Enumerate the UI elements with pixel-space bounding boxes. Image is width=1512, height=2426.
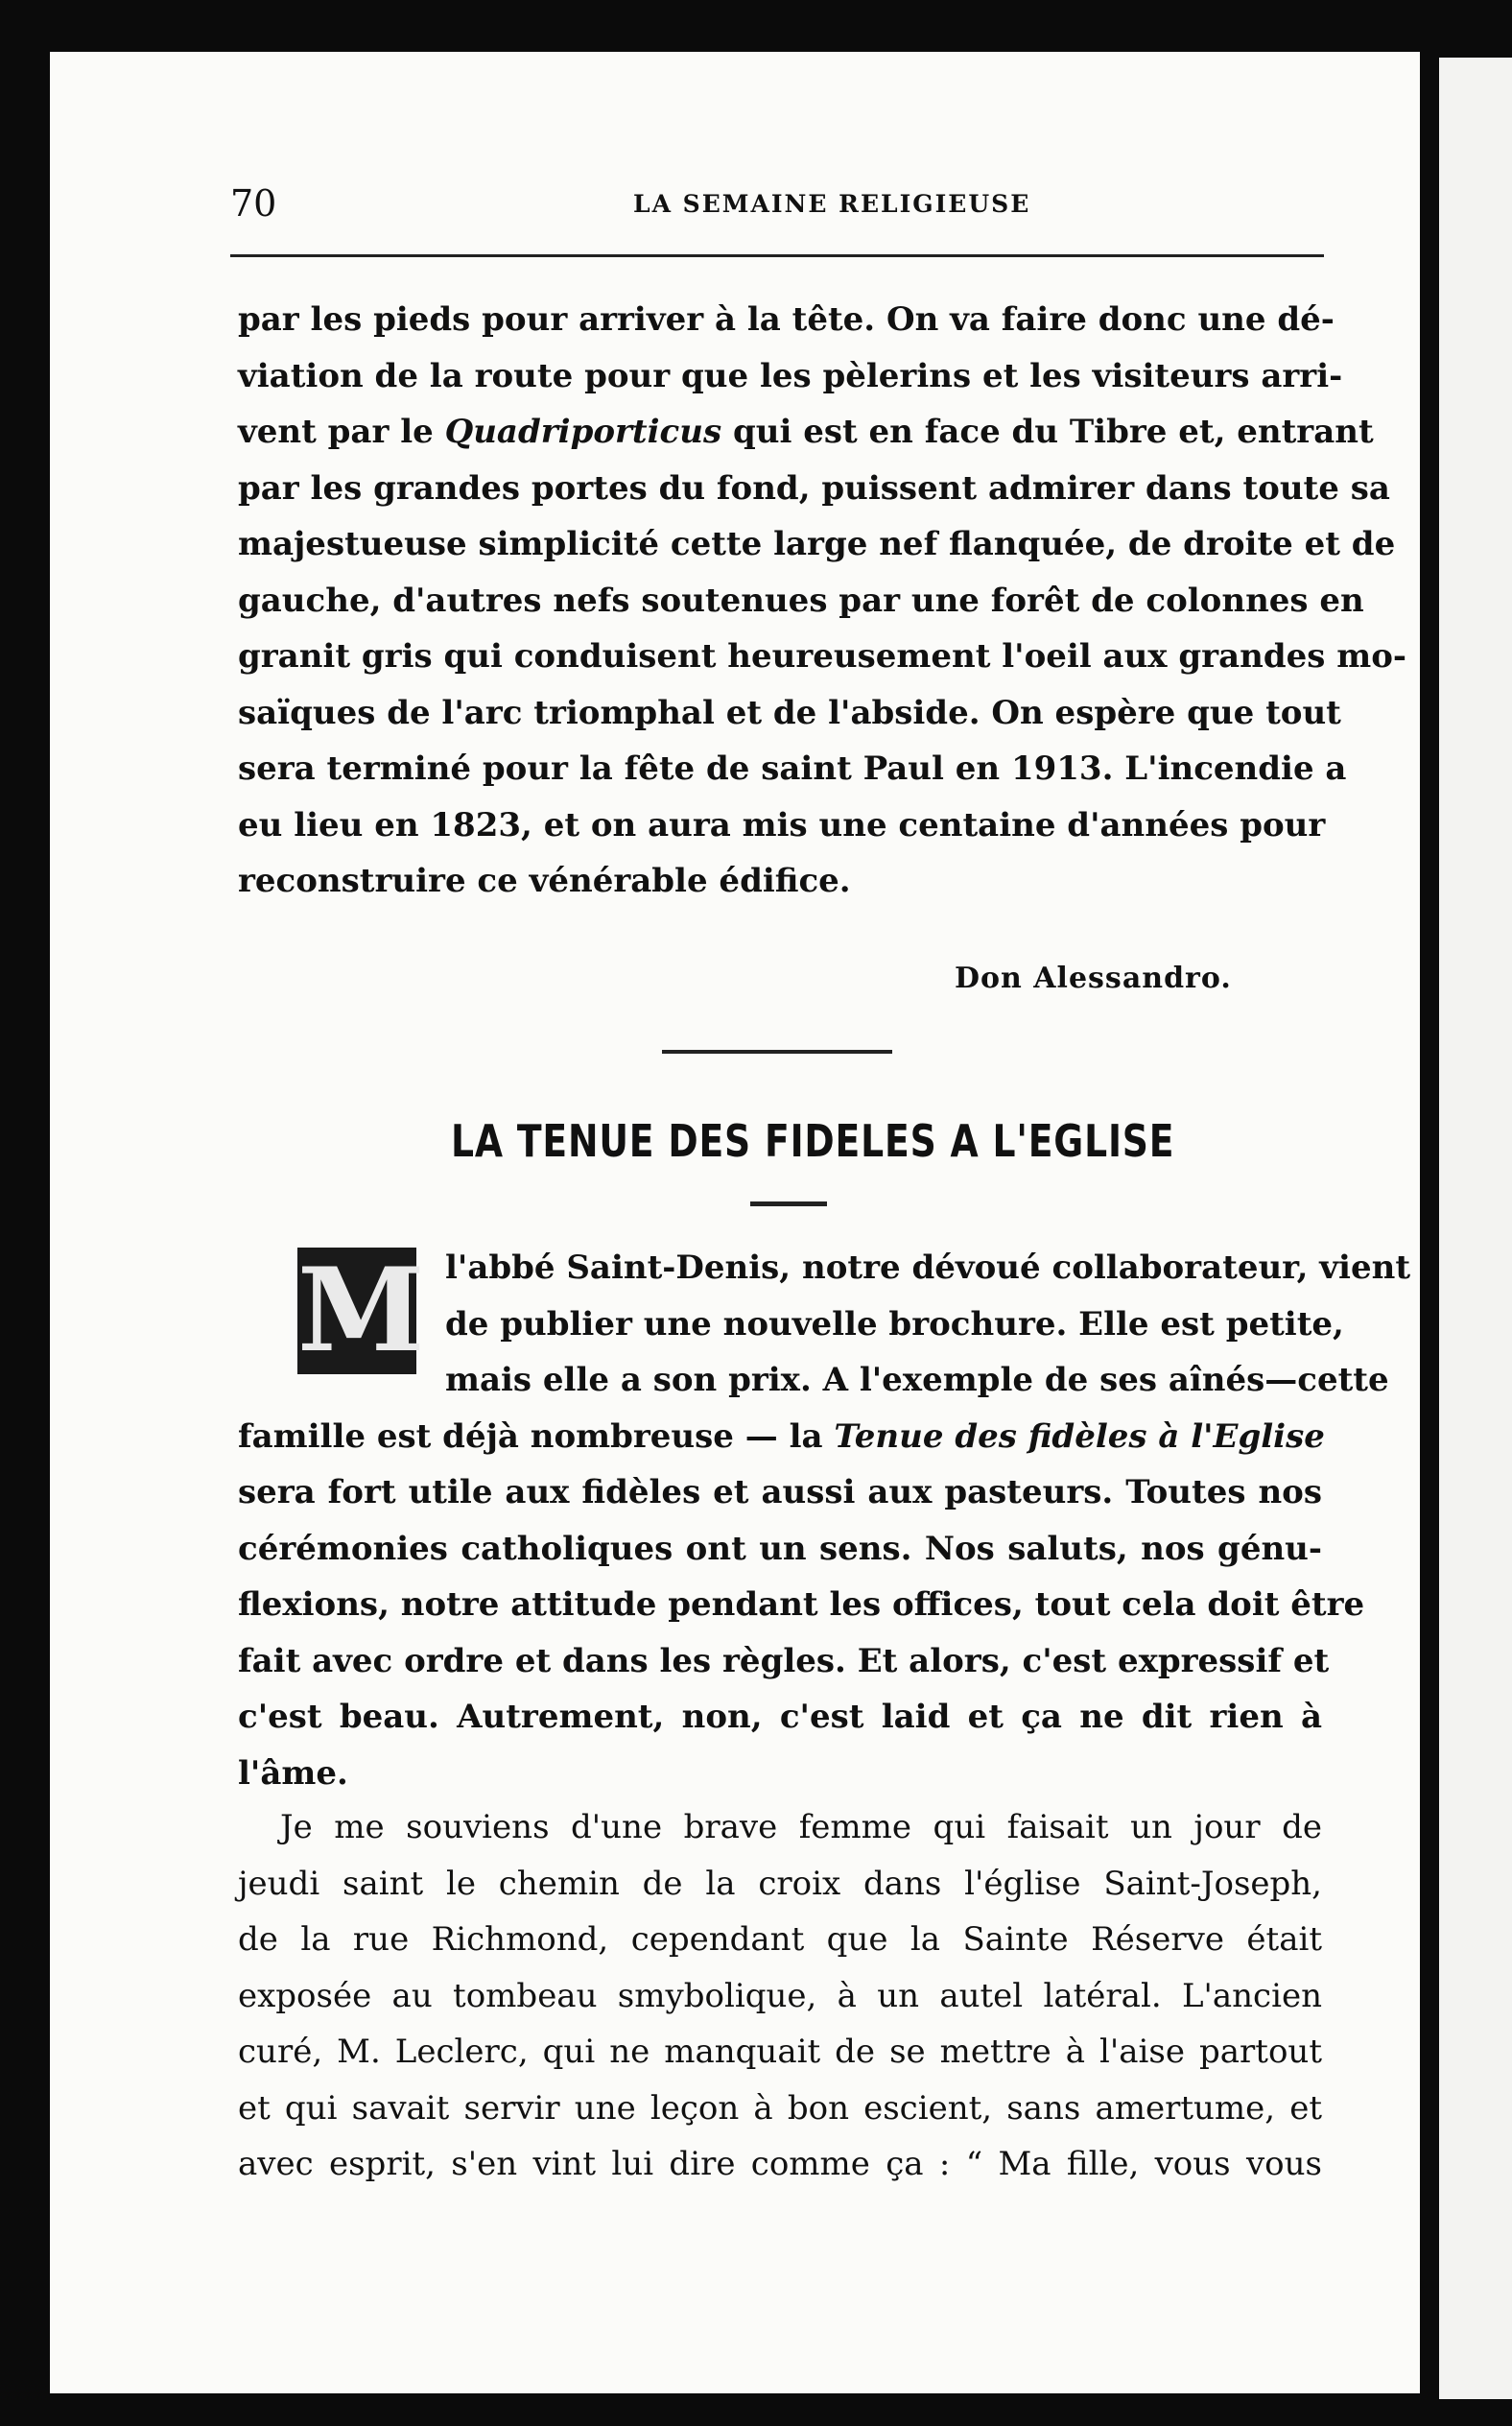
text-line: mais elle a son prix. A l'exemple de ses aînés—cette bbox=[445, 1361, 1389, 1399]
text-line: cérémonies catholiques ont un sens. Nos saluts, nos génu- bbox=[238, 1529, 1322, 1568]
text-line: Je me souviens d'une brave femme qui faisait un jour de bbox=[280, 1808, 1322, 1846]
title-rule bbox=[750, 1201, 827, 1206]
italic-term: Tenue des fidèles à l'Eglise bbox=[834, 1416, 1325, 1456]
article-title: LA TENUE DES FIDELES A L'EGLISE bbox=[451, 1115, 1175, 1167]
text-line: par les grandes portes du fond, puissent admirer dans toute sa bbox=[238, 468, 1390, 508]
text-line: saïques de l'arc triomphal et de l'abside. On espère que tout bbox=[238, 693, 1341, 732]
text-line: granit gris qui conduisent heureusement l'oeil aux grandes mo- bbox=[238, 637, 1406, 676]
italic-term: Quadriporticus bbox=[444, 413, 722, 451]
text-line: sera terminé pour la fête de saint Paul en 1913. L'incendie a bbox=[238, 749, 1347, 788]
text-line: reconstruire ce vénérable édifice. bbox=[238, 862, 851, 900]
text-line: flexions, notre attitude pendant les offices, tout cela doit être bbox=[238, 1585, 1365, 1624]
text-line: viation de la route pour que les pèlerins et les visiteurs arri- bbox=[238, 356, 1343, 395]
article-1-text bbox=[238, 292, 1406, 910]
text-line: exposée au tombeau smybolique, à un autel latéral. L'ancien bbox=[238, 1976, 1322, 2015]
article-2-paragraph-1 bbox=[238, 1240, 1411, 1801]
text-line: famille est déjà nombreuse — la Tenue des fidèles à l'Eglise bbox=[238, 1416, 1325, 1456]
dropcap-letter: M bbox=[297, 1243, 425, 1378]
text-line: de publier une nouvelle brochure. Elle est petite, bbox=[445, 1304, 1344, 1344]
text-line: avec esprit, s'en vint lui dire comme ça : “ Ma fille, vous vous bbox=[238, 2145, 1322, 2183]
facing-page-edge bbox=[1439, 58, 1512, 2399]
text-line: et qui savait servir une leçon à bon escient, sans amertume, et bbox=[238, 2088, 1322, 2128]
author-signature: Don Alessandro. bbox=[955, 962, 1232, 995]
text-line: l'abbé Saint-Denis, notre dévoué collaborateur, vient bbox=[445, 1249, 1411, 1287]
text-line: vent par le Quadriporticus qui est en face du Tibre et, entrant bbox=[238, 413, 1374, 451]
text-line: c'est beau. Autrement, non, c'est laid et ça ne dit rien à bbox=[238, 1698, 1322, 1736]
text-line: curé, M. Leclerc, qui ne manquait de se mettre à l'aise partout bbox=[238, 2033, 1322, 2071]
text-line: de la rue Richmond, cependant que la Sainte Réserve était bbox=[238, 1920, 1322, 1959]
text-line: fait avec ordre et dans les règles. Et alors, c'est expressif et bbox=[238, 1641, 1330, 1680]
text-line: majestueuse simplicité cette large nef flanquée, de droite et de bbox=[238, 525, 1396, 563]
text-line: eu lieu en 1823, et on aura mis une centaine d'années pour bbox=[238, 805, 1326, 844]
section-separator bbox=[662, 1050, 892, 1054]
page-number: 70 bbox=[230, 182, 277, 225]
text-line: gauche, d'autres nefs soutenues par une forêt de colonnes en bbox=[238, 581, 1364, 620]
text-line: l'âme. bbox=[238, 1753, 348, 1793]
header-rule bbox=[230, 254, 1324, 257]
text-line: par les pieds pour arriver à la tête. On va faire donc une dé- bbox=[238, 300, 1335, 339]
text-line: sera fort utile aux fidèles et aussi aux pasteurs. Toutes nos bbox=[238, 1473, 1322, 1511]
running-title: LA SEMAINE RELIGIEUSE bbox=[633, 190, 1031, 218]
text-line: jeudi saint le chemin de la croix dans l'église Saint-Joseph, bbox=[238, 1864, 1322, 1903]
article-2-paragraph-2 bbox=[238, 1799, 1322, 2193]
page-header bbox=[230, 182, 1353, 250]
